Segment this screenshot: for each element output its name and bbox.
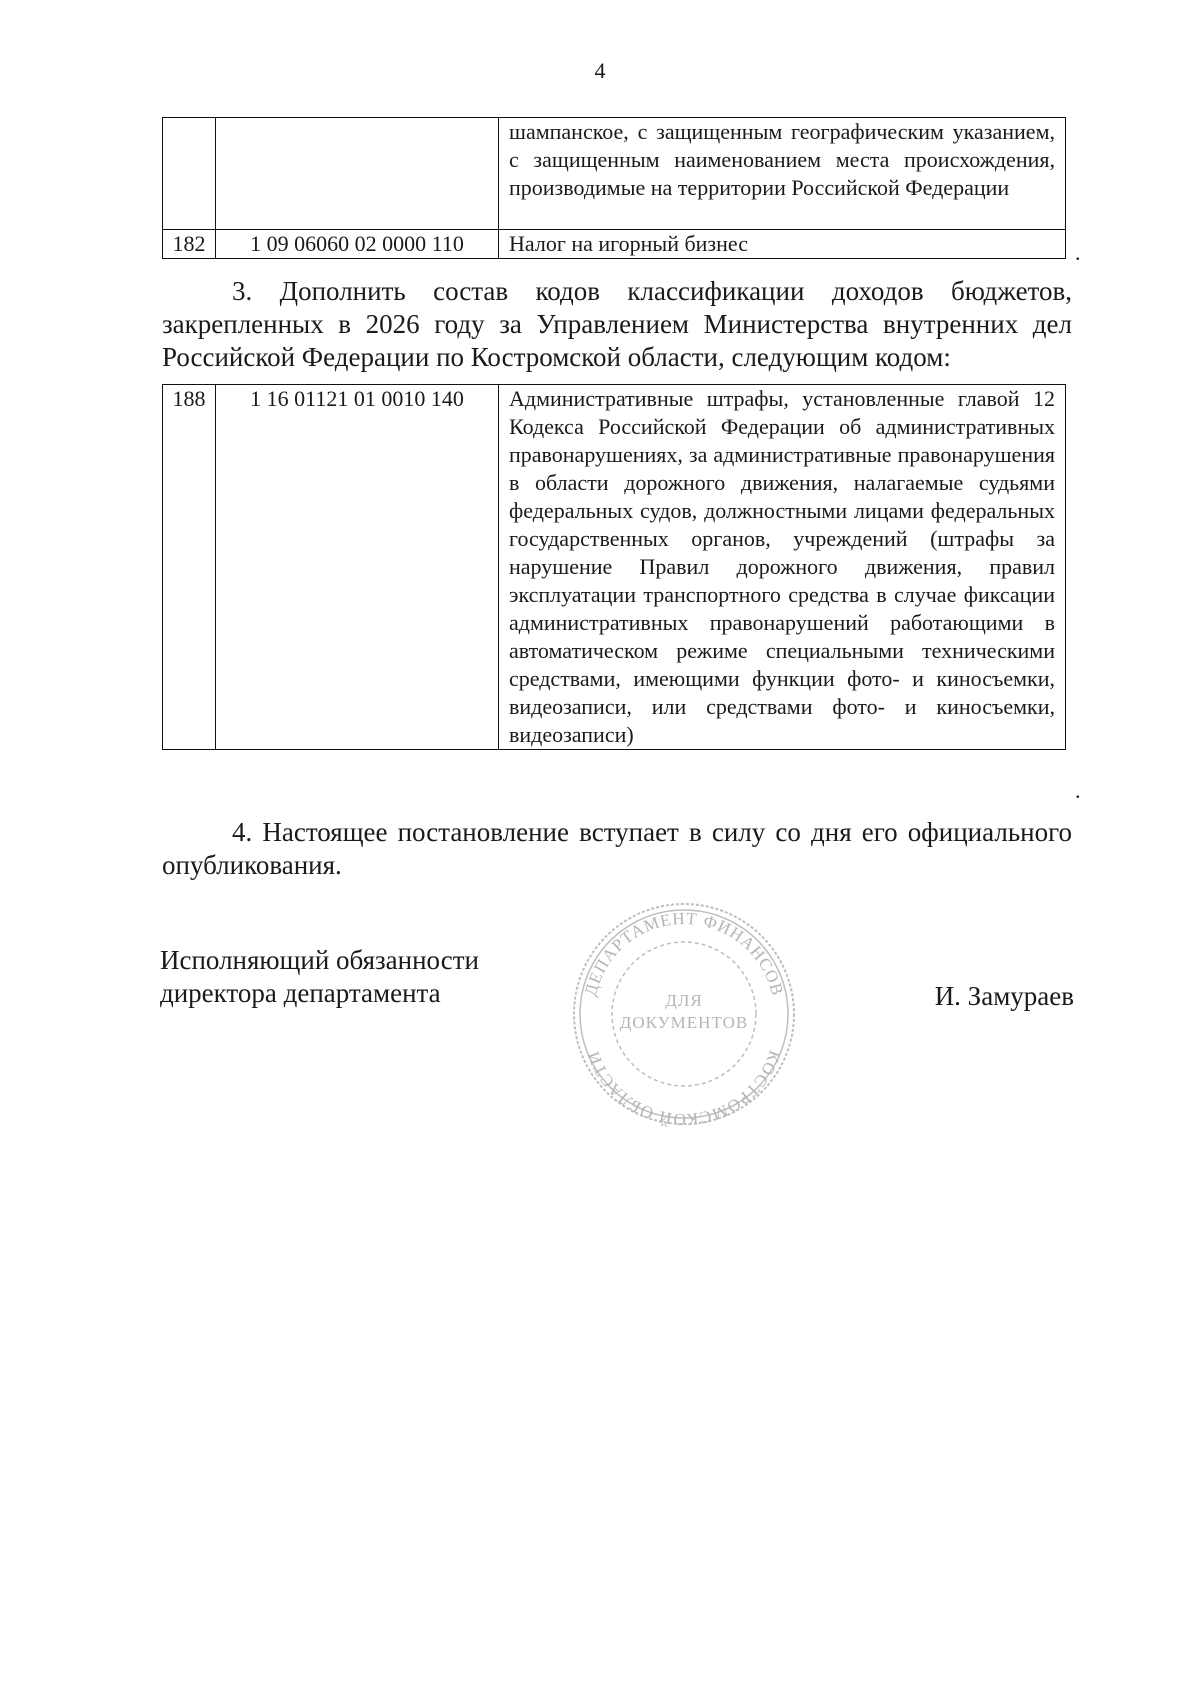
table1-trailing-period: . (1075, 240, 1081, 265)
table-row (163, 118, 1066, 230)
paragraph-4: 4. Настоящее постановление вступает в силу со дня его официального опубликования. (162, 817, 1072, 880)
budget-code-cell (216, 118, 499, 230)
table-row (163, 230, 1066, 259)
income-name-cell: Налог на игорный бизнес (499, 230, 1066, 259)
admin-code-cell (163, 118, 216, 230)
admin-code-cell: 188 (163, 385, 216, 750)
stamp-ring-text-bottom: КОСТРОМСКОЙ ОБЛАСТИ (583, 1048, 785, 1128)
budget-code-cell: 1 09 06060 02 0000 110 (216, 230, 499, 259)
stamp-center-line-1: ДЛЯ (665, 991, 703, 1010)
stamp-center-line-2: ДОКУМЕНТОВ (619, 1013, 749, 1032)
table2-trailing-period: . (1075, 778, 1081, 803)
budget-code-cell: 1 16 01121 01 0010 140 (216, 385, 499, 750)
income-name-cell: Административные штрафы, установленные главой 12 Кодекса Российской Федерации об административных правонарушениях, за административные правонарушения в области дорожного движения, налагаемые судьями федеральных судов, должностными лицами федеральных государственных органов, учреждений (штрафы за нарушение Правил дорожного движения, правил эксплуатации транспортного средства в случае фиксации административных правонарушений работающими в автоматическом режиме специальными техническими средствами, имеющими функции фото- и киносъемки, видеозаписи, или средствами фото- и киносъемки, видеозаписи) (499, 385, 1066, 750)
stamp-graphic (570, 900, 798, 1128)
table-row (163, 385, 1066, 750)
stamp-ring-text-top: ДЕПАРТАМЕНТ ФИНАНСОВ (580, 908, 788, 999)
income-codes-table-continuation (162, 117, 1066, 259)
income-name-cell: шампанское, с защищенным географическим указанием, с защищенным наименованием места происхождения, производимые на территории Российской Федерации (499, 118, 1066, 230)
page-number: 4 (594, 58, 606, 83)
official-stamp (570, 900, 798, 1128)
paragraph-3: 3. Дополнить состав кодов классификации доходов бюджетов, закрепленных в 2026 году за Управлением Министерства внутренних дел Российской Федерации по Костромской области, следующим кодом: (162, 276, 1072, 372)
signer-position-line-2: директора департамента (160, 978, 441, 1008)
signer-name: И. Замураев (934, 981, 1074, 1011)
admin-code-cell: 182 (163, 230, 216, 259)
signer-position (160, 944, 479, 1010)
income-codes-table-addition (162, 384, 1066, 750)
signer-position-line-1: Исполняющий обязанности (160, 945, 479, 975)
